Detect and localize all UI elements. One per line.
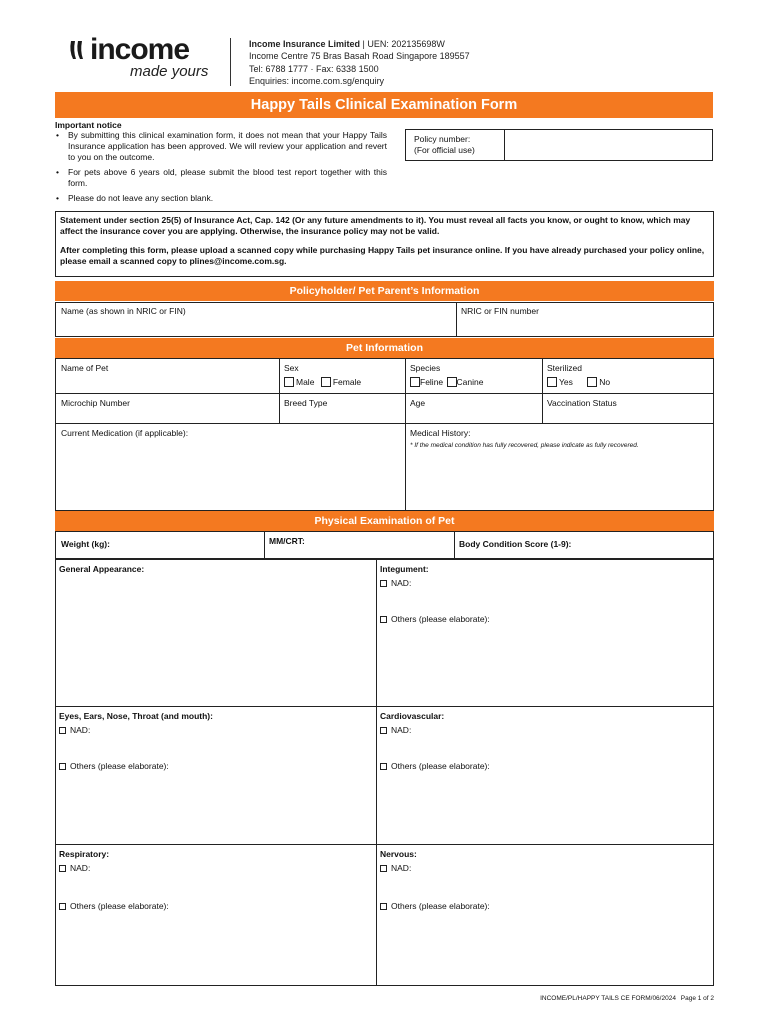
integument-cell bbox=[378, 561, 495, 628]
income-logo bbox=[68, 33, 218, 86]
notice-item: • Please do not leave any section blank. bbox=[55, 193, 387, 204]
female-checkbox[interactable] bbox=[321, 377, 331, 387]
mmcrt-label: MM/CRT: bbox=[269, 536, 305, 546]
page-number: Page 1 of 2 bbox=[680, 995, 714, 1002]
medical-history-note: * If the medical condition has fully recovered, please indicate as fully recovered. bbox=[410, 442, 639, 449]
pet-species-cell bbox=[405, 360, 488, 391]
col-divider bbox=[376, 560, 377, 985]
eent-others-label: Others (please elaborate): bbox=[70, 761, 169, 771]
sterilized-no-checkbox[interactable] bbox=[587, 377, 597, 387]
bcs-label: Body Condition Score (1-9): bbox=[459, 539, 572, 549]
canine-label: Canine bbox=[456, 377, 484, 387]
respiratory-nad-checkbox[interactable] bbox=[59, 865, 66, 872]
general-appearance-label: General Appearance: bbox=[59, 564, 145, 574]
respiratory-others-label: Others (please elaborate): bbox=[70, 901, 169, 911]
integument-nad-checkbox[interactable] bbox=[380, 580, 387, 587]
nervous-label: Nervous: bbox=[380, 849, 417, 859]
exam-measures-table bbox=[55, 531, 714, 559]
pet-species-label: Species bbox=[410, 363, 441, 373]
eent-cell bbox=[56, 708, 218, 775]
exam-systems-table bbox=[55, 559, 714, 986]
income-logo-mark-icon bbox=[68, 39, 86, 61]
nervous-nad-checkbox[interactable] bbox=[380, 865, 387, 872]
statement-paragraph-2: After completing this form, please upload a scanned copy while purchasing Happy Tails pet insurance online. If you have already purchased your policy online, please email a scanned copy to plines@income.com.sg. bbox=[60, 245, 705, 266]
weight-label: Weight (kg): bbox=[61, 539, 110, 549]
pet-sex-label: Sex bbox=[284, 363, 299, 373]
policy-sublabel: (For official use) bbox=[414, 145, 475, 155]
cardio-cell bbox=[378, 708, 495, 775]
cardio-label: Cardiovascular: bbox=[380, 711, 445, 721]
policy-label: Policy number: bbox=[414, 134, 471, 144]
medical-history-cell bbox=[405, 425, 713, 454]
nervous-others-checkbox[interactable] bbox=[380, 903, 387, 910]
company-details bbox=[249, 38, 470, 87]
pet-sterilized-label: Sterilized bbox=[547, 363, 582, 373]
form-code: INCOME/PL/HAPPY TAILS CE FORM/06/2024 bbox=[540, 995, 676, 1002]
respiratory-others-checkbox[interactable] bbox=[59, 903, 66, 910]
nervous-others-label: Others (please elaborate): bbox=[391, 901, 490, 911]
vaccination-label: Vaccination Status bbox=[547, 398, 617, 408]
policy-number-label bbox=[406, 130, 505, 160]
integument-nad-label: NAD: bbox=[391, 578, 412, 588]
age-label: Age bbox=[410, 398, 426, 408]
header-divider bbox=[230, 38, 231, 86]
cardio-others-checkbox[interactable] bbox=[380, 763, 387, 770]
integument-label: Integument: bbox=[380, 564, 429, 574]
row-divider bbox=[56, 393, 713, 394]
logo-tagline: made yours bbox=[130, 63, 209, 80]
integument-others-label: Others (please elaborate): bbox=[391, 614, 490, 624]
logo-wordmark: income bbox=[90, 33, 190, 66]
company-name: Income Insurance Limited bbox=[249, 39, 361, 49]
company-address: Income Centre 75 Bras Basah Road Singapore 189557 bbox=[249, 51, 470, 62]
pet-sterilized-cell bbox=[542, 360, 615, 391]
section-pet-title: Pet Information bbox=[55, 338, 714, 358]
policyholder-table bbox=[55, 302, 714, 337]
company-enquiries: Enquiries: income.com.sg/enquiry bbox=[249, 75, 385, 86]
sterilized-yes-label: Yes bbox=[559, 377, 573, 387]
row-divider bbox=[56, 706, 713, 707]
company-phone-fax: Tel: 6788 1777 · Fax: 6338 1500 bbox=[249, 63, 379, 74]
eent-label: Eyes, Ears, Nose, Throat (and mouth): bbox=[59, 711, 213, 721]
pet-table bbox=[55, 358, 714, 511]
medication-label: Current Medication (if applicable): bbox=[61, 428, 189, 438]
statement-paragraph-1: Statement under section 25(5) of Insurance Act, Cap. 142 (Or any future amendments to it). You must reveal all facts you know, or ought to know, which may affect the insurance cover you are applying. Otherwise, the insurance policy may not be valid. bbox=[60, 215, 691, 236]
female-label: Female bbox=[332, 377, 362, 387]
policy-number-box bbox=[405, 129, 713, 161]
eent-nad-label: NAD: bbox=[70, 725, 91, 735]
statement-box bbox=[55, 211, 714, 277]
eent-others-checkbox[interactable] bbox=[59, 763, 66, 770]
policyholder-nric-label: NRIC or FIN number bbox=[461, 306, 539, 316]
eent-nad-checkbox[interactable] bbox=[59, 727, 66, 734]
page-footer bbox=[540, 995, 714, 1002]
section-policyholder-title: Policyholder/ Pet Parent’s Information bbox=[55, 281, 714, 301]
nervous-cell bbox=[378, 846, 495, 915]
feline-label: Feline bbox=[420, 377, 444, 387]
cardio-others-label: Others (please elaborate): bbox=[391, 761, 490, 771]
pet-name-label: Name of Pet bbox=[61, 363, 109, 373]
male-checkbox[interactable] bbox=[284, 377, 294, 387]
medical-history-label: Medical History: bbox=[410, 428, 471, 438]
integument-others-checkbox[interactable] bbox=[380, 616, 387, 623]
notice-list bbox=[55, 130, 387, 208]
form-title: Happy Tails Clinical Examination Form bbox=[55, 92, 713, 118]
policy-number-field[interactable] bbox=[505, 130, 712, 160]
cardio-nad-checkbox[interactable] bbox=[380, 727, 387, 734]
row-divider bbox=[56, 844, 713, 845]
notice-item: • By submitting this clinical examination form, it does not mean that your Happy Tails Insurance application has been approved. We will review your application and revert to you on the outcome. bbox=[55, 130, 387, 163]
sterilized-yes-checkbox[interactable] bbox=[547, 377, 557, 387]
respiratory-label: Respiratory: bbox=[59, 849, 110, 859]
notice-heading: Important notice bbox=[55, 120, 122, 130]
feline-checkbox[interactable] bbox=[410, 377, 420, 387]
pet-sex-cell bbox=[279, 360, 366, 391]
respiratory-cell bbox=[56, 846, 174, 915]
section-exam-title: Physical Examination of Pet bbox=[55, 511, 714, 531]
row-divider bbox=[56, 423, 713, 424]
breed-label: Breed Type bbox=[284, 398, 328, 408]
policyholder-name-label: Name (as shown in NRIC or FIN) bbox=[61, 306, 186, 316]
respiratory-nad-label: NAD: bbox=[70, 863, 91, 873]
microchip-label: Microchip Number bbox=[61, 398, 130, 408]
canine-checkbox[interactable] bbox=[447, 377, 457, 387]
nervous-nad-label: NAD: bbox=[391, 863, 412, 873]
cardio-nad-label: NAD: bbox=[391, 725, 412, 735]
notice-item: • For pets above 6 years old, please submit the blood test report together with this form. bbox=[55, 167, 387, 189]
company-uen: | UEN: 202135698W bbox=[362, 39, 445, 49]
male-label: Male bbox=[296, 377, 315, 387]
sterilized-no-label: No bbox=[599, 377, 611, 387]
